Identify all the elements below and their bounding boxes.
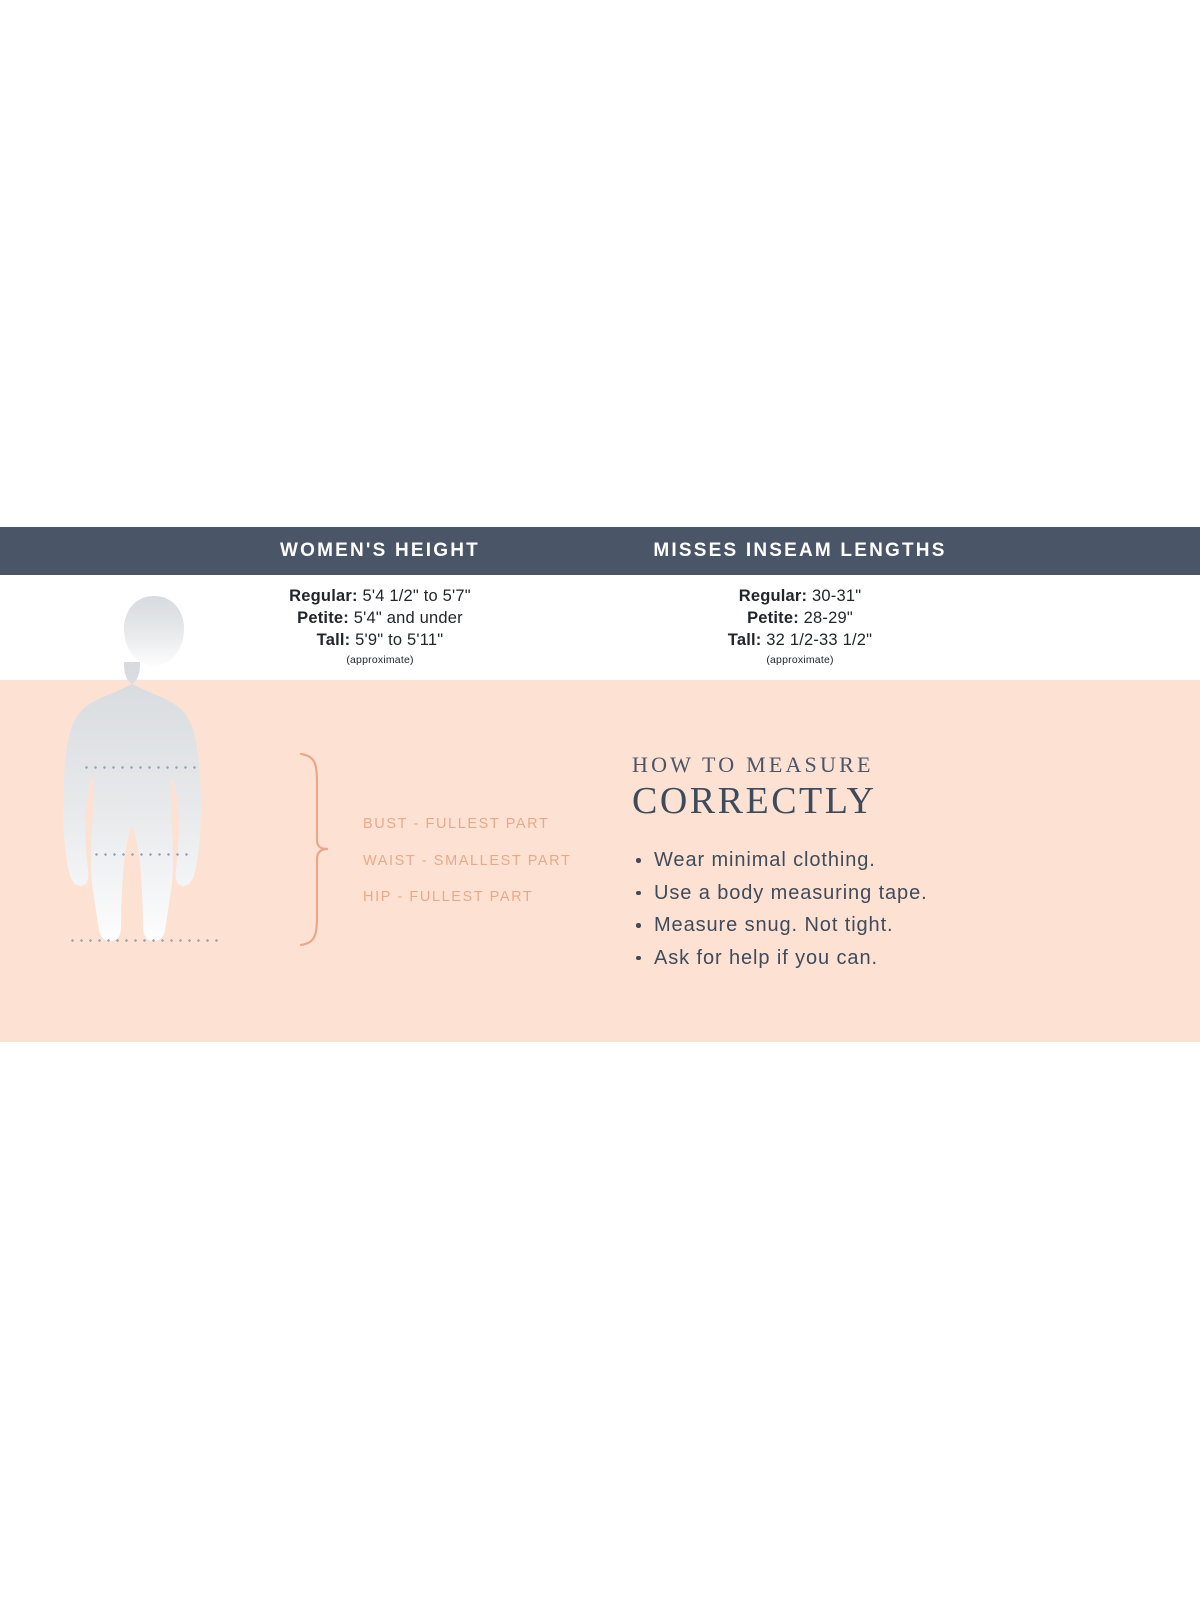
how-to-measure-title: CORRECTLY [632,780,877,822]
height-regular-value: 5'4 1/2" to 5'7" [357,587,471,605]
height-petite-value: 5'4" and under [348,609,463,627]
measurement-label-waist: WAIST - SMALLEST PART [363,852,572,869]
hip-measure-line [68,939,218,942]
tip-item: Ask for help if you can. [632,942,1152,975]
tip-item: Use a body measuring tape. [632,877,1152,910]
inseam-petite-value: 28-29" [798,609,853,627]
inseam-tall-label: Tall: [727,631,762,649]
measurement-label-list [363,806,571,916]
measurement-label-hip: HIP - FULLEST PART [363,889,534,905]
how-to-measure-kicker: HOW TO MEASURE [632,752,874,777]
inseam-regular-line [590,585,1010,607]
misses-inseam-info [590,585,1010,666]
height-approximate-note: (approximate) [346,654,414,666]
height-regular-label: Regular: [289,587,358,605]
how-to-measure-tips [632,844,1152,974]
section-header-band [0,527,1200,575]
waist-measure-line [92,853,192,856]
misses-inseam-title: MISSES INSEAM LENGTHS [653,540,947,561]
inseam-tall-value: 32 1/2-33 1/2" [761,631,873,649]
inseam-petite-line [590,607,1010,629]
inseam-approximate-note: (approximate) [766,654,834,666]
tip-item: Wear minimal clothing. [632,844,1152,877]
tip-item: Measure snug. Not tight. [632,909,1152,942]
bust-measure-line [82,766,202,769]
height-tall-value: 5'9" to 5'11" [350,631,444,649]
height-tall-label: Tall: [316,631,351,649]
inseam-petite-label: Petite: [747,609,799,627]
inseam-regular-value: 30-31" [807,587,862,605]
height-petite-label: Petite: [297,609,349,627]
inseam-regular-label: Regular: [738,587,808,605]
how-to-measure-block [632,752,1152,974]
womens-height-title: WOMEN'S HEIGHT [280,540,480,561]
inseam-tall-line [590,629,1010,651]
body-silhouette-figure [30,588,280,1048]
measurement-label-bust: BUST - FULLEST PART [363,816,550,832]
measurement-bracket [295,752,340,947]
